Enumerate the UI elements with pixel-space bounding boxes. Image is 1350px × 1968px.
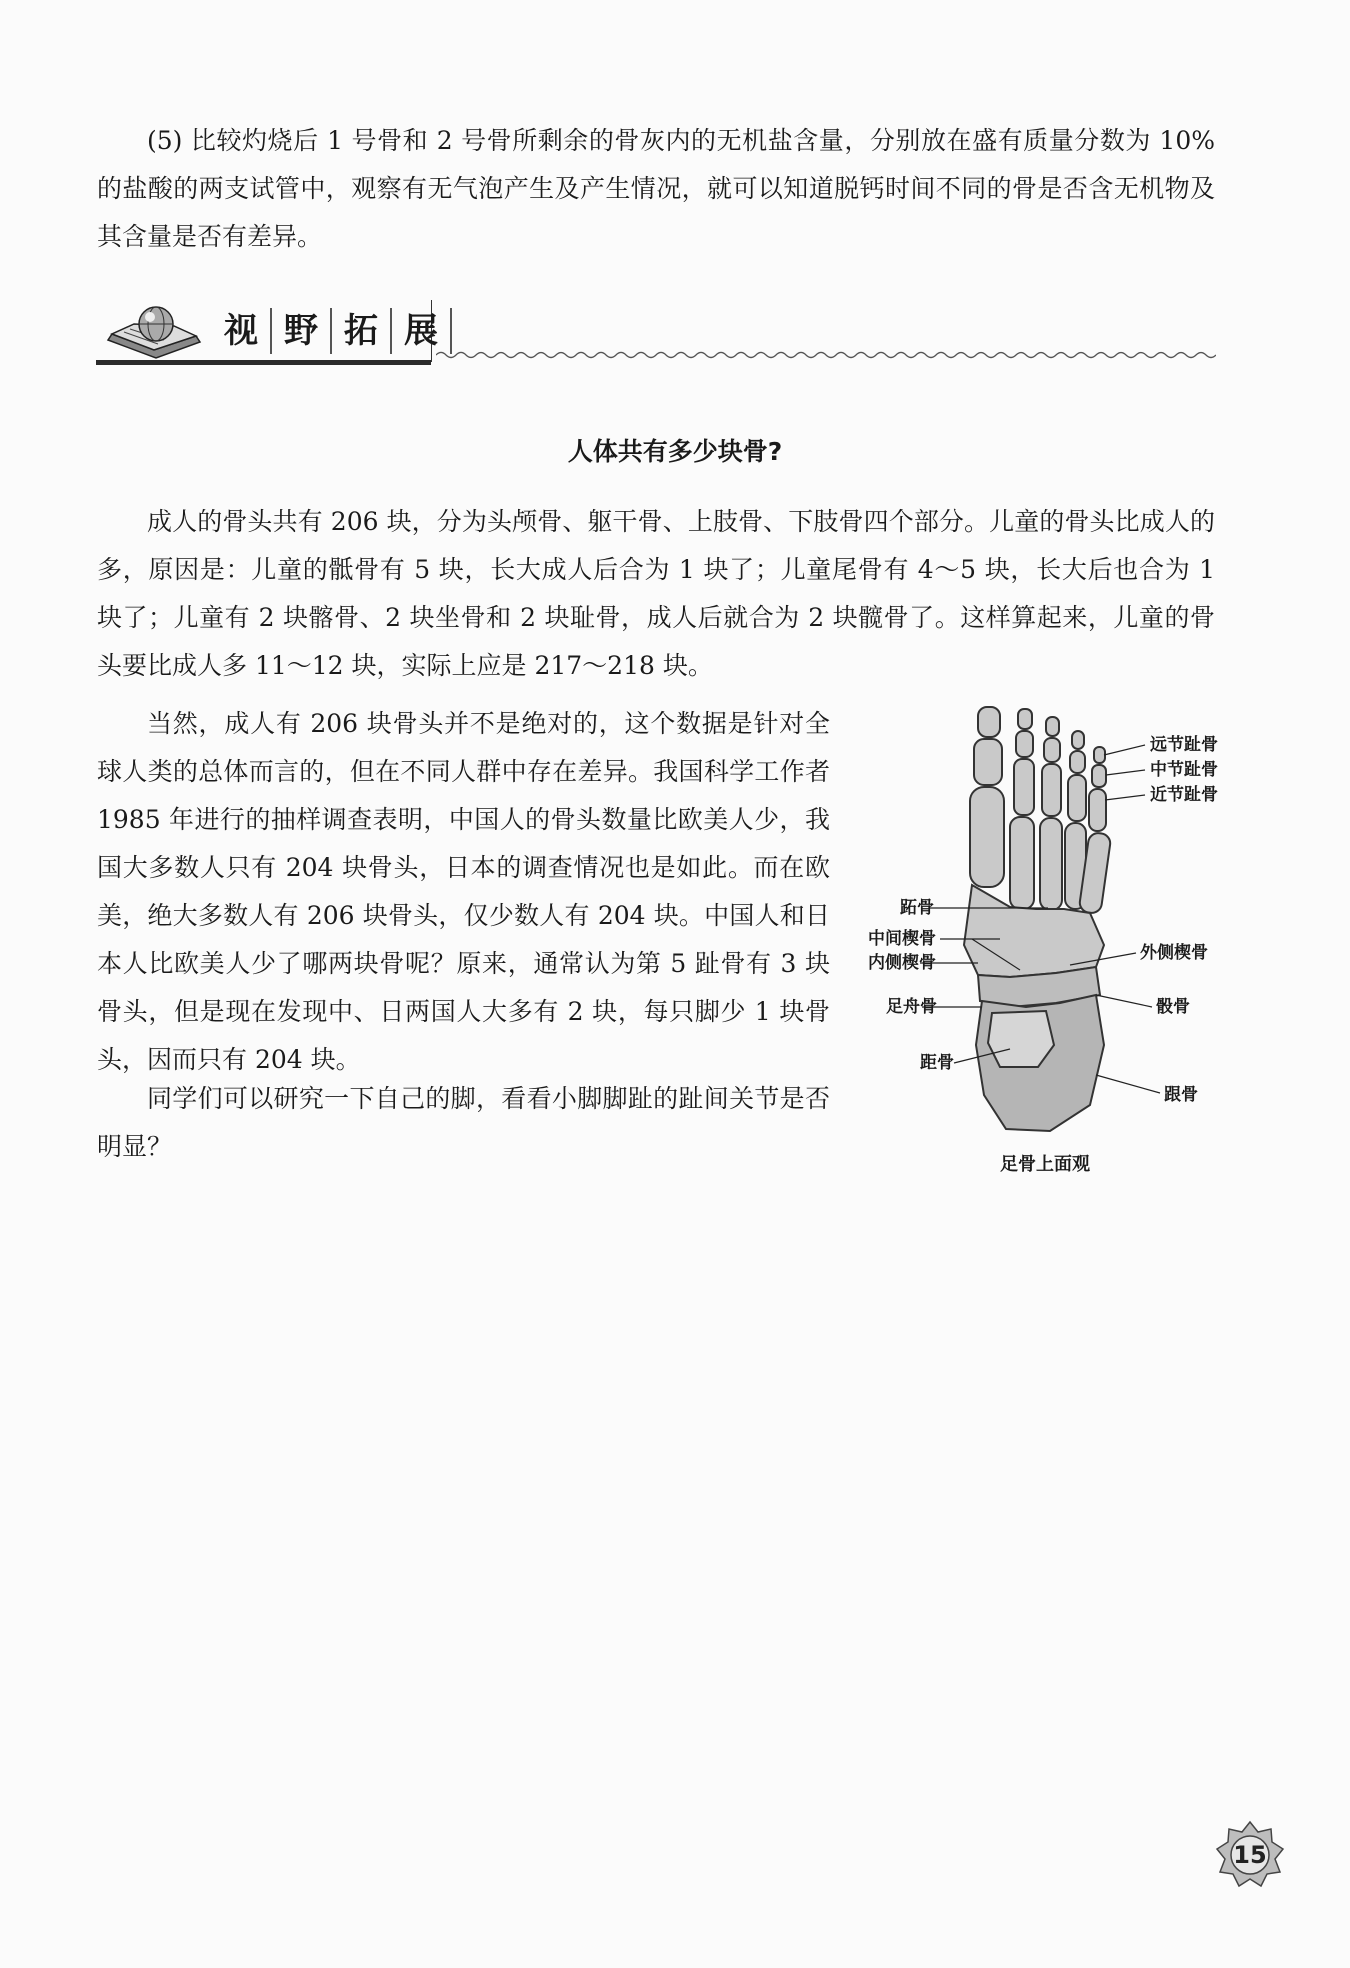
- banner-char: 视: [212, 308, 272, 354]
- label-navicular: 足舟骨: [886, 997, 937, 1017]
- foot-bone-figure: [860, 695, 1220, 1180]
- label-medial-cuneiform: 内侧楔骨: [868, 953, 936, 973]
- page-number-badge: [1215, 1820, 1285, 1890]
- article-paragraph-1: 成人的骨头共有 206 块，分为头颅骨、躯干骨、上肢骨、下肢骨四个部分。儿童的骨头比成人的多，原因是：儿童的骶骨有 5 块，长大成人后合为 1 块了；儿童尾骨有 4～5 块，长大后也合为 1 块了；儿童有 2 块髂骨、2 块坐骨和 2 块耻骨，成人后就合为 2 块髋骨了。这样算起来，儿童的骨头要比成人多 11～12 块，实际上应是 217～218 块。: [97, 507, 1215, 680]
- banner-char: 拓: [332, 308, 392, 354]
- label-proximal-phalanges: 近节趾骨: [1150, 785, 1218, 805]
- label-metatarsals: 跖骨: [900, 898, 934, 918]
- article-paragraph-2: 当然，成人有 206 块骨头并不是绝对的，这个数据是针对全球人类的总体而言的，但在不同人群中存在差异。我国科学工作者 1985 年进行的抽样调查表明，中国人的骨头数量比欧美人少，我国大多数人只有 204 块骨头，日本的调查情况也是如此。而在欧美，绝大多数人有 206 块骨头，仅少数人有 204 块。中国人和日本人比欧美人少了哪两块骨呢？原来，通常认为第 5 趾骨有 3 块骨头，但是现在发现中、日两国人大多有 2 块，每只脚少 1 块骨头，因而只有 204 块。: [97, 709, 830, 1074]
- banner-char: 展: [392, 308, 452, 354]
- label-middle-phalanges: 中节趾骨: [1150, 760, 1218, 780]
- section-banner: [96, 300, 1216, 370]
- book-globe-icon: [104, 302, 204, 360]
- label-intermediate-cuneiform: 中间楔骨: [868, 929, 936, 949]
- label-calcaneus: 跟骨: [1164, 1085, 1198, 1105]
- intro-paragraph: (5) 比较灼烧后 1 号骨和 2 号骨所剩余的骨灰内的无机盐含量，分别放在盛有质量分数为 10%的盐酸的两支试管中，观察有无气泡产生及产生情况，就可以知道脱钙时间不同的骨是否含无机物及其含量是否有差异。: [97, 126, 1215, 251]
- label-lateral-cuneiform: 外侧楔骨: [1140, 943, 1208, 963]
- label-cuboid: 骰骨: [1156, 997, 1190, 1017]
- label-distal-phalanges: 远节趾骨: [1150, 735, 1218, 755]
- page-number: 15: [1233, 1841, 1267, 1869]
- wavy-divider: [436, 348, 1216, 362]
- article-paragraph-3: 同学们可以研究一下自己的脚，看看小脚脚趾的趾间关节是否明显？: [97, 1084, 830, 1161]
- article-heading: 人体共有多少块骨?: [567, 437, 783, 466]
- figure-caption: 足骨上面观: [1000, 1154, 1090, 1175]
- banner-underline: [96, 360, 431, 365]
- banner-title: [212, 308, 452, 354]
- banner-char: 野: [272, 308, 332, 354]
- label-talus: 距骨: [920, 1053, 954, 1073]
